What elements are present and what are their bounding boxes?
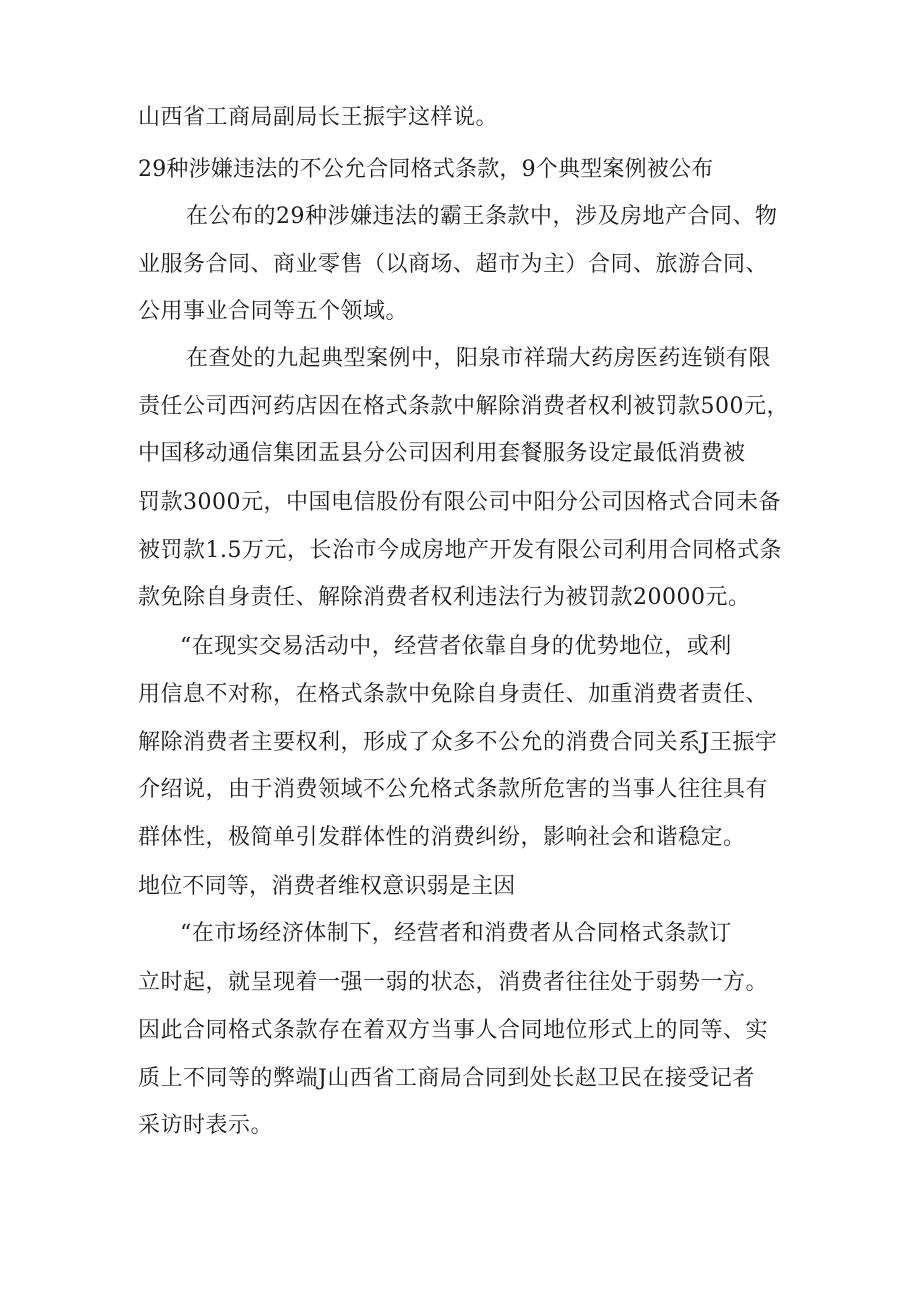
body-text-line: “在现实交易活动中，经营者依靠自身的优势地位，或利 — [180, 634, 732, 659]
body-text-line: 在查处的九起典型案例中，阳泉市祥瑞大药房医药连锁有限 — [186, 346, 772, 371]
body-text-line: 业服务合同、商业零售（以商场、超市为主）合同、旅游合同、 — [138, 252, 769, 277]
body-text-line: 立时起，就呈现着一强一弱的状态，消费者往往处于弱势一方。 — [138, 970, 769, 995]
body-text-line: 因此合同格式条款存在着双方当事人合同地位形式上的同等、实 — [138, 1018, 769, 1043]
body-text-line: 采访时表示。 — [138, 1113, 274, 1138]
section-heading: 29种涉嫌违法的不公允合同格式条款，9个典型案例被公布 — [138, 157, 714, 182]
body-text-line: 罚款3000元，中国电信股份有限公司中阳分公司因格式合同未备 — [138, 490, 781, 515]
body-text-line: 质上不同等的弊端J山西省工商局合同到处长赵卫民在接受记者 — [138, 1066, 755, 1091]
body-text-line: 责任公司西河药店因在格式条款中解除消费者权利被罚款500元， — [138, 394, 789, 419]
body-text-line: 介绍说，由于消费领域不公允格式条款所危害的当事人往往具有 — [138, 777, 769, 802]
body-text-line: “在市场经济体制下，经营者和消费者从合同格式条款订 — [180, 921, 732, 946]
body-text-line: 在公布的29种涉嫌违法的霸王条款中，涉及房地产合同、物 — [186, 204, 778, 229]
body-text-line: 被罚款1.5万元，长治市今成房地产开发有限公司利用合同格式条 — [138, 538, 782, 563]
body-text-line: 公用事业合同等五个领域。 — [138, 299, 409, 324]
body-text-line: 山西省工商局副局长王振宇这样说。 — [138, 105, 499, 130]
body-text-line: 群体性，极简单引发群体性的消费纠纷，影响社会和谐稳定。 — [138, 825, 746, 850]
section-heading: 地位不同等，消费者维权意识弱是主因 — [138, 874, 516, 899]
body-text-line: 用信息不对称，在格式条款中免除自身责任、加重消费者责任、 — [138, 682, 769, 707]
body-text-line: 中国移动通信集团盂县分公司因利用套餐服务设定最低消费被 — [138, 441, 746, 466]
body-text-line: 解除消费者主要权利，形成了众多不公允的消费合同关系J王振宇 — [138, 730, 778, 755]
body-text-line: 款免除自身责任、解除消费者权利违法行为被罚款20000元。 — [138, 585, 751, 610]
